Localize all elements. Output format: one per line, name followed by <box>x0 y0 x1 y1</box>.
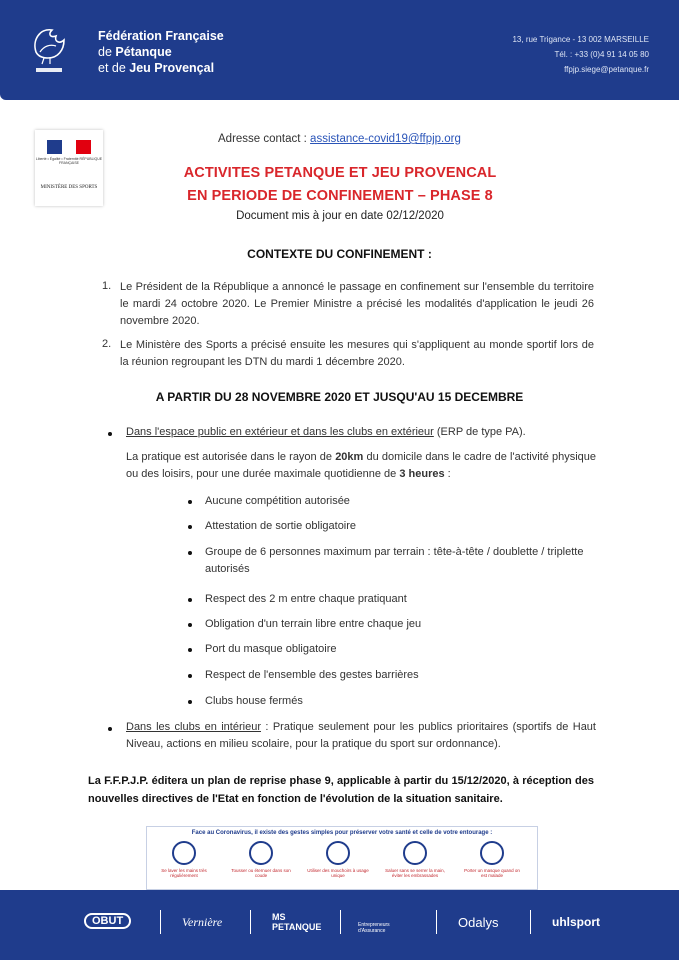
outdoor-type: (ERP de type PA). <box>433 426 526 438</box>
email-link[interactable]: ffpjp.siege@petanque.fr <box>564 65 649 74</box>
bullet-icon <box>188 598 192 602</box>
outdoor-title: Dans l'espace public en extérieur et dans les clubs en extérieur <box>126 426 434 438</box>
rule-item: Port du masque obligatoire <box>205 643 337 655</box>
hand-wash-icon <box>172 841 196 865</box>
org-line-2-bold: Pétanque <box>115 45 172 59</box>
rule-item: Groupe de 6 personnes maximum par terrain : tête-à-tête / doublette / triplette autorisés <box>205 546 584 575</box>
sponsor-divider <box>340 910 341 934</box>
sponsor-footer <box>0 890 679 960</box>
mask-icon <box>480 841 504 865</box>
gesture-label: Tousser ou éternuer dans son coude <box>231 868 291 878</box>
contact-line <box>218 133 461 145</box>
bullet-icon <box>188 648 192 652</box>
list-number: 2. <box>102 338 112 350</box>
rule-item: Respect des 2 m entre chaque pratiquant <box>205 593 407 605</box>
banner-title: Face au Coronavirus, il existe des gestes simples pour préserver votre santé et celle de votre entourage : <box>191 830 493 836</box>
rule-item: Aucune compétition autorisée <box>205 495 350 507</box>
org-line-2-prefix: de <box>98 45 116 59</box>
org-line-3-bold: Jeu Provençal <box>129 61 215 75</box>
document-title-line-2: EN PERIODE DE CONFINEMENT – PHASE 8 <box>187 188 493 204</box>
sponsor-uhlsport-logo: uhlsport <box>552 915 600 929</box>
rule-item: Obligation d'un terrain libre entre chaque jeu <box>205 618 422 630</box>
federation-name <box>98 28 224 76</box>
indoor-title: Dans les clubs en intérieur <box>126 721 261 733</box>
sponsor-divider <box>160 910 161 934</box>
period-heading: A PARTIR DU 28 NOVEMBRE 2020 ET JUSQU'AU 15 DECEMBRE <box>155 390 524 404</box>
desc-text: : <box>444 468 451 480</box>
republique-text: Liberté • Égalité • Fraternité RÉPUBLIQUE FRANÇAISE <box>35 157 103 165</box>
ministry-logo <box>35 130 103 206</box>
sponsor-ms-petanque-logo: MS PETANQUE <box>272 912 322 932</box>
rule-item: Attestation de sortie obligatoire <box>205 520 357 532</box>
indoor-text: : Pratique seulement pour les publics prioritaires (sportifs de Haut Niveau, actions en milieu scolaire, pour la pratique du sport sur ordonnance). <box>126 721 596 750</box>
header-banner <box>0 0 679 100</box>
org-line-1: Fédération Française <box>98 29 224 43</box>
rule-item: Clubs house fermés <box>205 695 303 707</box>
context-heading: CONTEXTE DU CONFINEMENT : <box>247 247 432 261</box>
closing-statement: La F.F.P.J.P. éditera un plan de reprise phase 9, applicable à partir du 15/12/2020, à réception des nouvelles directives de l'Etat en fonction de l'évolution de la situation sanitaire. <box>88 775 594 805</box>
gesture-label: Utiliser des mouchoirs à usage unique <box>307 868 369 878</box>
no-handshake-icon <box>403 841 427 865</box>
contact-label: Adresse contact : <box>218 133 311 145</box>
gesture-item <box>307 841 369 878</box>
gesture-label: Saluer sans se serrer la main, éviter les embrassades <box>385 868 445 878</box>
indoor-paragraph <box>126 719 596 753</box>
rule-item: Respect de l'ensemble des gestes barrières <box>205 669 419 681</box>
gesture-item <box>153 841 215 878</box>
context-item-2: Le Ministère des Sports a précisé ensuite les mesures qui s'appliquent au monde sportif lors de la réunion regroupant les DTN du mardi 1 décembre 2020. <box>120 339 594 368</box>
update-date: Document mis à jour en date 02/12/2020 <box>236 210 444 222</box>
gesture-label: Porter un masque quand on est malade <box>464 868 520 878</box>
bullet-icon <box>188 674 192 678</box>
list-number: 1. <box>102 280 112 292</box>
tissue-icon <box>326 841 350 865</box>
outdoor-description <box>126 449 596 483</box>
french-flag-icon <box>47 140 91 154</box>
gesture-item <box>384 841 446 878</box>
sponsor-divider <box>250 910 251 934</box>
desc-bold-duration: 3 heures <box>399 468 445 480</box>
org-line-3-prefix: et de <box>98 61 130 75</box>
federation-address <box>512 32 649 77</box>
sponsor-divider <box>530 910 531 934</box>
ministry-name: MINISTÈRE DES SPORTS <box>40 185 98 190</box>
sponsor-divider <box>436 910 437 934</box>
bullet-icon <box>108 432 112 436</box>
bullet-icon <box>108 727 112 731</box>
outdoor-heading <box>126 424 596 441</box>
sponsor-obut-logo: OBUT <box>84 913 131 929</box>
bullet-icon <box>188 551 192 555</box>
sponsor-mma-logo: Entrepreneurs d'Assurance <box>358 922 390 934</box>
bullet-icon <box>188 700 192 704</box>
barrier-gestures-banner <box>146 826 538 890</box>
address-text: 13, rue Trigance - 13 002 MARSEILLE <box>512 35 649 44</box>
gesture-item <box>461 841 523 878</box>
rooster-logo-icon <box>26 22 74 74</box>
phone-text: Tél. : +33 (0)4 91 14 05 80 <box>554 50 649 59</box>
gesture-item <box>230 841 292 878</box>
desc-text: La pratique est autorisée dans le rayon de <box>126 451 336 463</box>
gesture-label: Se laver les mains très régulièrement <box>161 868 207 878</box>
context-item-1: Le Président de la République a annoncé le passage en confinement sur l'ensemble du territoire le mardi 24 octobre 2020. Le Premier Ministre a précisé les modalités d'application le jeudi 26 novembre 2020. <box>120 281 594 327</box>
sponsor-odalys-logo: Odalys <box>458 915 499 930</box>
desc-text: du domicile dans le cadre de l'activité physique ou des loisirs, pour une durée maximale quotidienne de <box>126 451 596 480</box>
sponsor-verniere-logo: Vernière <box>182 915 223 929</box>
cough-elbow-icon <box>249 841 273 865</box>
bullet-icon <box>188 623 192 627</box>
bullet-icon <box>188 500 192 504</box>
desc-bold-distance: 20km <box>335 451 364 463</box>
contact-email-link[interactable]: assistance-covid19@ffpjp.org <box>310 133 461 145</box>
bullet-icon <box>188 525 192 529</box>
document-title-line-1: ACTIVITES PETANQUE ET JEU PROVENCAL <box>183 165 497 181</box>
